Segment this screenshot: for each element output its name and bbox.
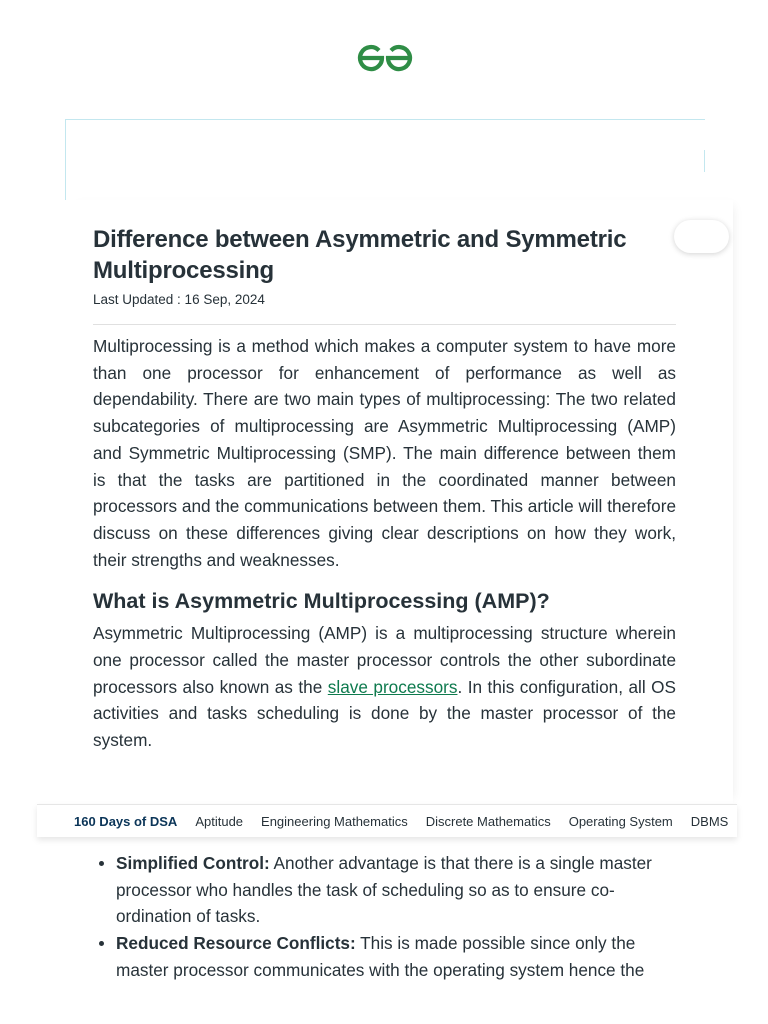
list-item-term: Reduced Resource Conflicts: <box>116 933 356 954</box>
tag-dbms[interactable]: DBMS <box>690 813 729 829</box>
amp-text-before: Asymmetric Multiprocessing (AMP) is a multiprocessing structure wherein one processor called the master processor controls the other subordinate processors also known as the <box>93 623 676 697</box>
list-item-term: Simplified Control: <box>116 853 270 873</box>
tag-operating-system[interactable]: Operating System <box>568 813 673 829</box>
topic-tag-bar <box>37 804 737 837</box>
section-heading-amp: What is Asymmetric Multiprocessing (AMP)? <box>93 589 550 614</box>
floating-action-button[interactable] <box>674 220 729 253</box>
list-item-text: Another advantage is that there is a single master processor who handles the task of scheduling so as to ensure co-ordination of tasks. <box>116 853 652 927</box>
tag-discrete-mathematics[interactable]: Discrete Mathematics <box>425 813 551 829</box>
article-content <box>93 224 676 754</box>
amp-text-after: . In this configuration, all OS activities and tasks scheduling is done by the master processor of the system. <box>93 676 677 751</box>
amp-paragraph <box>93 620 676 754</box>
article-title: Difference between Asymmetric and Symmetric Multiprocessing <box>93 226 627 284</box>
tag-engineering-mathematics[interactable]: Engineering Mathematics <box>261 813 408 829</box>
tag-aptitude[interactable]: Aptitude <box>195 813 244 829</box>
list-item <box>116 930 678 983</box>
last-updated: Last Updated : 16 Sep, 2024 <box>93 292 265 307</box>
list-item-text: This is made possible since only the master processor communicates with the operating system hence the <box>116 933 645 980</box>
ad-placeholder <box>65 119 705 209</box>
gfg-logo-icon[interactable] <box>355 42 415 72</box>
list-item <box>116 850 678 930</box>
intro-paragraph: Multiprocessing is a method which makes a computer system to have more than one processor for enhancement of performance as well as dependability. There are two main types of multiprocessing: The two related subcategories of multiprocessing are Asymmetric Multiprocessing (AMP) and Symmetric Multiprocessing (SMP). The main difference between them is that the tasks are partitioned in the coordinated manner between processors and the communications between them. This article will therefore discuss on these differences giving clear descriptions on how they work, their strengths and weaknesses. <box>93 336 676 570</box>
amp-advantages-list <box>116 850 678 984</box>
slave-processors-link[interactable]: slave processors <box>327 676 458 697</box>
tag-160-days-of-dsa[interactable]: 160 Days of DSA <box>74 813 178 829</box>
divider <box>93 324 676 325</box>
ad-border-tick <box>704 150 705 172</box>
